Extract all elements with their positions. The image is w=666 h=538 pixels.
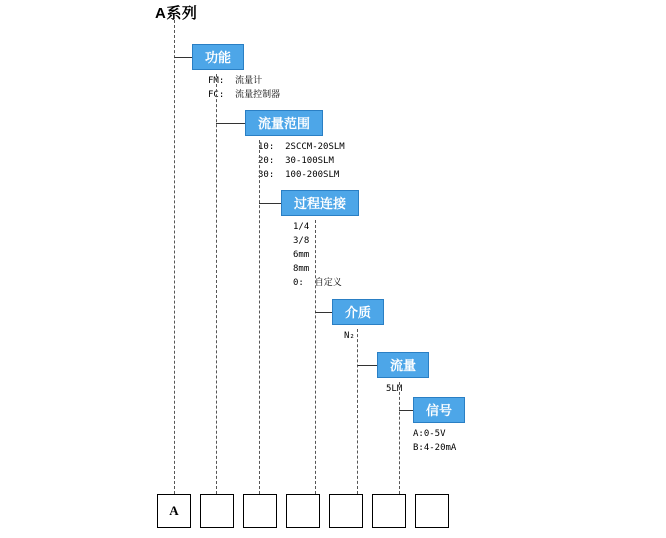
option-row [258, 140, 345, 154]
code-slot-1[interactable]: A [157, 494, 191, 528]
option-code: FC: [208, 90, 225, 100]
option-code: B:4-20mA [413, 443, 457, 453]
page-title: A系列 [155, 5, 198, 22]
option-row [208, 74, 280, 88]
option-desc: 30-100SLM [285, 156, 334, 166]
option-spacer [274, 156, 285, 166]
option-code: 20: [258, 156, 275, 166]
option-code: 5LM [386, 384, 403, 394]
node-stem-line [259, 140, 260, 494]
node-option-list-3 [293, 220, 342, 290]
option-desc: 流量控制器 [235, 90, 281, 100]
node-box-1[interactable]: 功能 [192, 44, 244, 70]
option-code: A:0-5V [413, 429, 446, 439]
option-code: N₂ [344, 331, 355, 341]
option-row [258, 168, 345, 182]
node-connector-line [399, 410, 413, 411]
node-option-list-4 [344, 329, 355, 343]
option-desc: 流量计 [235, 76, 263, 86]
code-slot-3[interactable] [243, 494, 277, 528]
option-row [293, 234, 342, 248]
option-spacer [274, 142, 285, 152]
option-row [293, 220, 342, 234]
node-box-4[interactable]: 介质 [332, 299, 384, 325]
option-code: 6mm [293, 250, 310, 260]
option-row [258, 154, 345, 168]
node-stem-line [174, 20, 175, 494]
option-row [344, 329, 355, 343]
node-box-6[interactable]: 信号 [413, 397, 465, 423]
node-option-list-6 [413, 427, 456, 455]
option-spacer [224, 76, 235, 86]
option-desc: 2SCCM-20SLM [285, 142, 345, 152]
node-box-2[interactable]: 流量范围 [245, 110, 323, 136]
node-connector-line [315, 312, 332, 313]
option-row [413, 441, 456, 455]
option-row [208, 88, 280, 102]
option-code: 3/8 [293, 236, 310, 246]
option-spacer [224, 90, 235, 100]
option-row [293, 276, 342, 290]
option-code: 30: [258, 170, 275, 180]
option-desc: 100-200SLM [285, 170, 340, 180]
node-box-3[interactable]: 过程连接 [281, 190, 359, 216]
node-connector-line [216, 123, 245, 124]
node-option-list-1 [208, 74, 280, 102]
option-row [293, 248, 342, 262]
option-row [293, 262, 342, 276]
option-code: 10: [258, 142, 275, 152]
code-slot-2[interactable] [200, 494, 234, 528]
option-row [413, 427, 456, 441]
node-option-list-2 [258, 140, 345, 182]
option-spacer [274, 170, 285, 180]
node-connector-line [174, 57, 192, 58]
node-stem-line [315, 220, 316, 494]
option-code: 8mm [293, 264, 310, 274]
node-connector-line [357, 365, 377, 366]
option-spacer [304, 278, 315, 288]
option-code: FM: [208, 76, 225, 86]
option-code: 1/4 [293, 222, 310, 232]
option-code: 0: [293, 278, 304, 288]
code-slot-7[interactable] [415, 494, 449, 528]
node-stem-line [357, 329, 358, 494]
node-connector-line [259, 203, 281, 204]
code-slot-4[interactable] [286, 494, 320, 528]
node-box-5[interactable]: 流量 [377, 352, 429, 378]
node-stem-line [216, 74, 217, 494]
option-desc: 自定义 [314, 278, 342, 288]
code-slot-5[interactable] [329, 494, 363, 528]
code-slot-6[interactable] [372, 494, 406, 528]
node-stem-line [399, 382, 400, 494]
